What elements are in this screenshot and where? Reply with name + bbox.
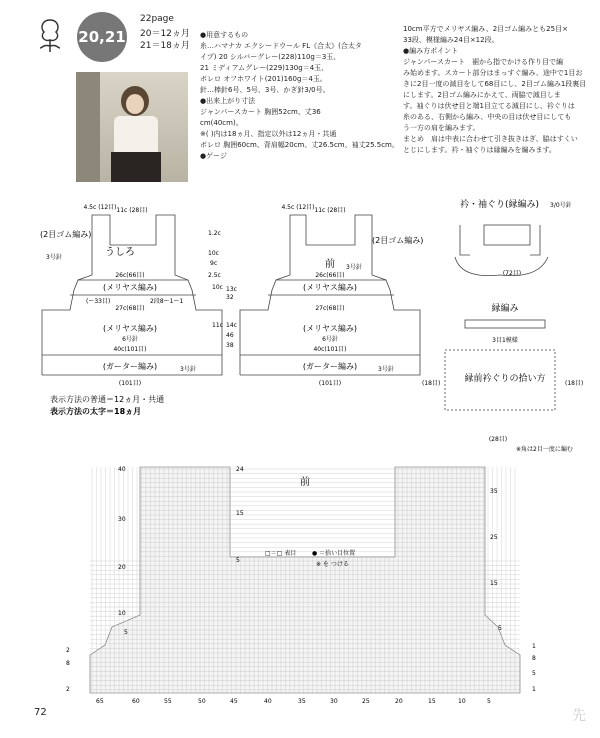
row-number: 15 [490, 580, 498, 587]
text-line: ボレロ 胸囲60cm、背肩幅20cm、丈26.5cm、袖丈25.5cm。 [200, 141, 399, 149]
row-number: 5 [498, 625, 502, 632]
front-needle: 6号針 [322, 336, 338, 343]
height-label: 38 [226, 342, 234, 349]
back-stockinette-top: (メリヤス編み) [103, 283, 157, 292]
page-reference: 22page [140, 14, 174, 24]
edging-needle: 3/0号針 [550, 202, 572, 209]
legend-note: 表示方法の太字＝18ヵ月 [50, 407, 142, 416]
text-line: ●ゲージ [200, 152, 227, 160]
back-needle: 6号針 [122, 336, 138, 343]
stitch-number: 25 [362, 698, 370, 705]
front-armhole-width: 26c(66目) [315, 272, 345, 279]
back-garter: (ガーター編み) [102, 362, 158, 371]
text-line: とじにします。衿・袖ぐりは縁編みを編みます。 [403, 146, 556, 154]
chart-note: ※ を つける [316, 561, 349, 568]
text-line: ジャンパースカート 裾から指でかける作り目で編 [403, 58, 564, 66]
stitch-number: 30 [330, 698, 338, 705]
text-line: 10cm平方でメリヤス編み、2目ゴム編みとも25目× [403, 25, 568, 33]
front-neck-width: 11c (28目) [314, 207, 346, 214]
back-mid-width: 27c(68目) [115, 305, 145, 312]
text-line: み始めます。スカート部分はまっすぐ編み、途中で1目お [403, 69, 583, 77]
height-label: 2.5c [208, 272, 221, 279]
row-number: 1 [532, 686, 536, 693]
row-number: 5 [532, 670, 536, 677]
pickup-count: (28目) [488, 436, 508, 443]
text-line: ●編み方ポイント [403, 47, 459, 55]
stitch-number: 40 [264, 698, 272, 705]
text-line: cm(40cm)。 [200, 119, 243, 127]
row-number: 5 [124, 629, 128, 636]
knitting-chart [0, 455, 600, 705]
text-line: う一方の肩を編みます。 [403, 124, 480, 132]
size-line: 21＝18ヵ月 [140, 41, 190, 51]
stitch-number: 55 [164, 698, 172, 705]
back-hem-width: 40c(101目) [113, 346, 147, 353]
page-number: 72 [34, 707, 47, 718]
rib-title: 縁編み [491, 304, 519, 314]
row-number: 35 [490, 488, 498, 495]
row-number: 20 [118, 564, 126, 571]
height-label: 14c [226, 322, 237, 329]
text-line: す。袖ぐりは伏せ目と端1目立てる減目にし、衿ぐりは [403, 102, 575, 110]
back-stockinette: (メリヤス編み) [103, 324, 157, 333]
stitch-number: 10 [458, 698, 466, 705]
back-shoulder-width: 4.5c (12目) [83, 204, 117, 211]
back-armhole-width: 26c(66目) [115, 272, 145, 279]
row-number: 25 [490, 534, 498, 541]
row-number: 2 [66, 686, 70, 693]
back-dec-note: 2段8ー1ー1 [150, 298, 184, 305]
schematic-diagrams [0, 195, 600, 465]
height-label: 1.2c [208, 230, 221, 237]
text-line: きに2目一度の減目をして68目にし、2目ゴム編み1段裏目 [403, 80, 587, 88]
row-number: 40 [118, 466, 126, 473]
height-label: 11c [212, 322, 223, 329]
front-garter: (ガーター編み) [302, 362, 358, 371]
text-line: ●用意するもの [200, 31, 249, 39]
chart-title: 前 [300, 477, 310, 488]
stitch-number: 35 [298, 698, 306, 705]
row-number: 2 [66, 647, 70, 654]
text-line: ●出来上がり寸法 [200, 97, 256, 105]
text-line: 33段、模様編み24目×12段。 [403, 36, 499, 44]
pickup-title: 縁前衿ぐりの拾い方 [464, 374, 546, 384]
stitch-number: 45 [230, 698, 238, 705]
instructions-block [403, 24, 586, 156]
stitch-number: 15 [428, 698, 436, 705]
stitch-number: 5 [487, 698, 491, 705]
edging-title: 衿・袖ぐり(縁編み) [460, 200, 540, 210]
front-bottom-width: (101目) [318, 380, 342, 387]
legend-note: 表示方法の普通＝12ヵ月・共通 [50, 395, 165, 404]
front-mid-width: 27c(68目) [315, 305, 345, 312]
stitch-number: 65 [96, 698, 104, 705]
front-rib-needle: 3号針 [346, 264, 362, 271]
back-title: うしろ [105, 247, 135, 258]
stitch-number: 50 [198, 698, 206, 705]
text-line: 21 ミディアムグレー(229)130g＝4玉、 [200, 64, 329, 72]
front-title: 前 [325, 259, 335, 270]
child-photo [76, 72, 188, 182]
row-number: 8 [532, 655, 536, 662]
row-number: 30 [118, 516, 126, 523]
materials-block [200, 30, 399, 162]
height-label: 32 [226, 294, 234, 301]
height-label: 9c [210, 260, 218, 267]
text-line: 針…棒針6号、5号、3号、かぎ針3/0号。 [200, 86, 330, 94]
text-line: にします。2目ゴム編みにかえて、両脇で減目しま [403, 91, 561, 99]
row-number: 8 [66, 660, 70, 667]
height-label: 13c [226, 286, 237, 293]
row-number: 24 [236, 466, 244, 473]
pickup-count: (18目) [565, 380, 584, 387]
back-rib-needle: 3号針 [46, 254, 62, 261]
row-number: 15 [236, 510, 244, 517]
text-line: まとめ 肩は中表に合わせて引き抜きはぎ、脇はすくい [403, 135, 578, 143]
text-line: ※( )内は18ヵ月、指定以外は12ヵ月・共通 [200, 130, 337, 138]
text-line: ジャンパースカート 胸囲52cm、丈36 [200, 108, 321, 116]
size-list [140, 28, 190, 52]
flower-icon [30, 14, 70, 54]
text-line: イプ) 20 シルバーグレー(228)110g＝3玉、 [200, 53, 341, 61]
watermark: 先 [572, 708, 586, 724]
front-rib-label: (2目ゴム編み) [372, 236, 424, 245]
text-line: ボレロ オフホワイト(201)160g＝4玉。 [200, 75, 327, 83]
stitch-number: 20 [395, 698, 403, 705]
back-neck-width: 11c (28目) [116, 207, 148, 214]
front-shoulder-width: 4.5c (12目) [281, 204, 315, 211]
back-rib-label: (2目ゴム編み) [40, 230, 92, 239]
row-number: 5 [236, 557, 240, 564]
text-line: 糸のある、右側から編み、中央の目は伏せ目にしても [403, 113, 572, 121]
back-bottom-width: (101目) [118, 380, 142, 387]
pickup-note: ※角は2目一度に編む [516, 446, 573, 453]
page-badge: 20,21 [77, 12, 127, 62]
rib-note: 3目1模様 [492, 337, 518, 344]
chart-dot-legend: ● ＝拾い目位置 [312, 550, 356, 557]
stitch-number: 60 [132, 698, 140, 705]
size-line: 20＝12ヵ月 [140, 29, 190, 39]
height-label: 10c [208, 250, 219, 257]
row-number: 10 [118, 610, 126, 617]
height-label: 46 [226, 332, 234, 339]
front-hem-width: 40c(101目) [313, 346, 347, 353]
height-label: 10c [212, 284, 223, 291]
pickup-count: (18目) [422, 380, 441, 387]
front-stockinette: (メリヤス編み) [303, 324, 357, 333]
front-garter-needle: 3号針 [378, 366, 394, 373]
front-stockinette-top: (メリヤス編み) [303, 283, 357, 292]
back-garter-needle: 3号針 [180, 366, 196, 373]
text-line: 糸…ハマナカ エクシードウール FL《合太》(合太タ [200, 42, 362, 50]
row-number: 1 [532, 643, 536, 650]
back-under-arm: (ー33目) [86, 298, 111, 305]
edging-count: (72目) [502, 270, 522, 277]
chart-legend: □＝□ 表目 [265, 550, 297, 557]
